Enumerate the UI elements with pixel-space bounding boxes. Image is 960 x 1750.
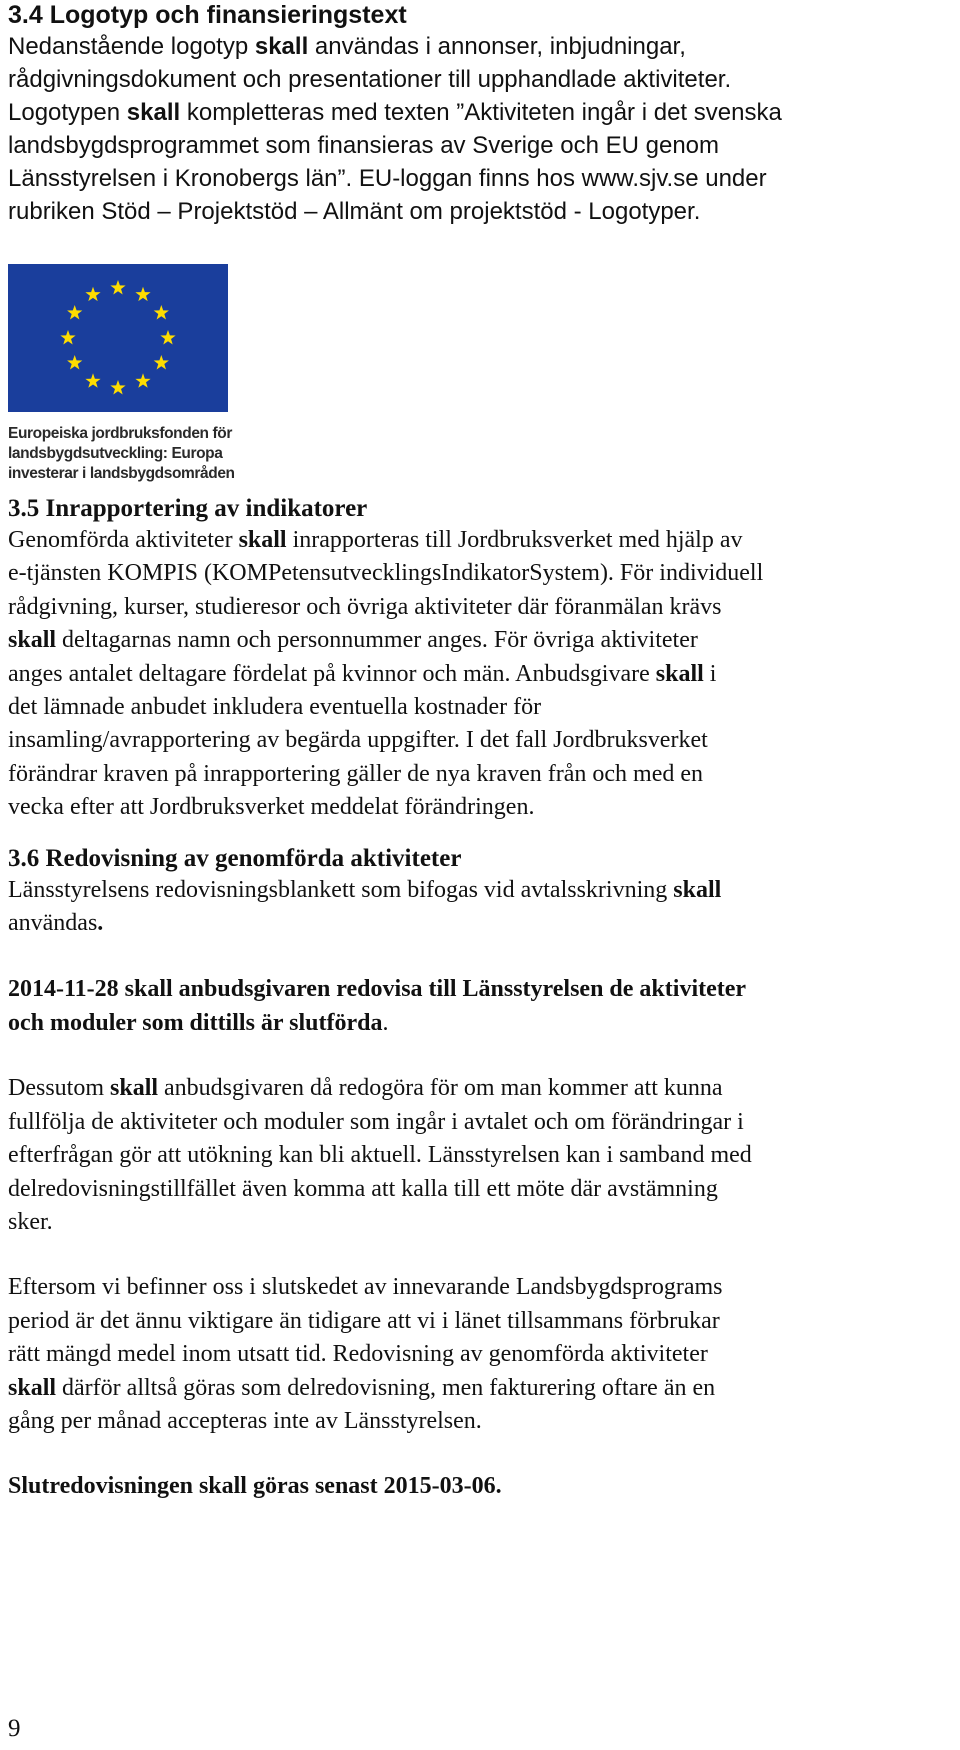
text-line: anges antalet deltagare fördelat på kvinnor och män. Anbudsgivare skall i xyxy=(8,660,717,687)
spacer xyxy=(8,1040,958,1072)
eftersom-paragraph xyxy=(8,1271,958,1438)
section-3-6-body xyxy=(8,874,958,941)
eu-flag-icon xyxy=(8,264,228,412)
text-line: e-tjänsten KOMPIS (KOMPetensutvecklingsIndikatorSystem). För individuell xyxy=(8,560,764,587)
text-line: Nedanstående logotyp skall användas i annonser, inbjudningar, xyxy=(8,33,686,60)
text-line: Slutredovisningen skall göras senast 2015-03-06. xyxy=(8,1473,502,1500)
text-line: Eftersom vi befinner oss i slutskedet av innevarande Landsbygdsprograms xyxy=(8,1274,723,1301)
eu-logo-caption xyxy=(8,424,236,484)
text-line: Logotypen skall kompletteras med texten ”Aktiviteten ingår i det svenska xyxy=(8,99,782,126)
text-line: delredovisningstillfället även komma att kalla till ett möte där avstämning xyxy=(8,1175,718,1202)
section-3-5-body xyxy=(8,524,958,825)
text-line: fullfölja de aktiviteter och moduler som ingår i avtalet och om förändringar i xyxy=(8,1108,744,1135)
text-line: Dessutom skall anbudsgivaren då redogöra för om man kommer att kunna xyxy=(8,1075,723,1102)
text-line: 2014-11-28 skall anbudsgivaren redovisa till Länsstyrelsen de aktiviteter xyxy=(8,976,747,1003)
text-line: efterfrågan gör att utökning kan bli aktuell. Länsstyrelsen kan i samband med xyxy=(8,1142,752,1169)
section-3-5-title: 3.5 Inrapportering av indikatorer xyxy=(8,495,368,522)
spacer xyxy=(8,1438,958,1470)
spacer xyxy=(8,1239,958,1271)
eu-logo xyxy=(8,264,236,484)
spacer xyxy=(8,825,958,844)
text-line: Genomförda aktiviteter skall inrapporteras till Jordbruksverket med hjälp av xyxy=(8,527,743,553)
text-line: gång per månad accepteras inte av Länsstyrelsen. xyxy=(8,1407,482,1434)
caption-line: investerar i landsbygdsområden xyxy=(8,465,235,482)
spacer xyxy=(8,940,958,973)
text-line: Länsstyrelsen i Kronobergs län”. EU-loggan finns hos www.sjv.se under xyxy=(8,165,767,192)
text-line: sker. xyxy=(8,1208,53,1235)
text-line: och moduler som dittills är slutförda. xyxy=(8,1009,389,1036)
text-line: Länsstyrelsens redovisningsblankett som bifogas vid avtalsskrivning skall xyxy=(8,876,722,903)
deadline-paragraph xyxy=(8,973,958,1040)
document-page xyxy=(8,0,958,1504)
text-line: vecka efter att Jordbruksverket meddelat förändringen. xyxy=(8,794,535,821)
text-line: skall därför alltså göras som delredovisning, men fakturering oftare än en xyxy=(8,1374,716,1401)
text-line: rubriken Stöd – Projektstöd – Allmänt om projektstöd - Logotyper. xyxy=(8,198,701,225)
text-line: landsbygdsprogrammet som finansieras av Sverige och EU genom xyxy=(8,132,720,159)
caption-line: Europeiska jordbruksfonden för xyxy=(8,425,232,442)
section-3-4-title: 3.4 Logotyp och finansieringstext xyxy=(8,1,407,29)
text-line: period är det ännu viktigare än tidigare att vi i länet tillsammans förbrukar xyxy=(8,1307,720,1334)
text-line: det lämnade anbudet inkludera eventuella kostnader för xyxy=(8,694,542,721)
caption-line: landsbygdsutveckling: Europa xyxy=(8,445,223,462)
text-line: användas. xyxy=(8,910,104,937)
text-line: förändrar kraven på inrapportering gäller de nya kraven från och med en xyxy=(8,760,704,787)
section-3-4-body xyxy=(8,30,958,228)
page-number: 9 xyxy=(8,1715,21,1742)
text-line: insamling/avrapportering av begärda uppgifter. I det fall Jordbruksverket xyxy=(8,727,708,754)
section-3-6-title: 3.6 Redovisning av genomförda aktiviteter xyxy=(8,844,462,872)
text-line: rådgivning, kurser, studieresor och övriga aktiviteter där föranmälan krävs xyxy=(8,593,722,620)
text-line: rådgivningsdokument och presentationer till upphandlade aktiviteter. xyxy=(8,66,732,93)
text-line: rätt mängd medel inom utsatt tid. Redovisning av genomförda aktiviteter xyxy=(8,1341,708,1368)
final-report-paragraph xyxy=(8,1470,958,1503)
text-line: skall deltagarnas namn och personnummer anges. För övriga aktiviteter xyxy=(8,627,698,654)
dessutom-paragraph xyxy=(8,1072,958,1239)
